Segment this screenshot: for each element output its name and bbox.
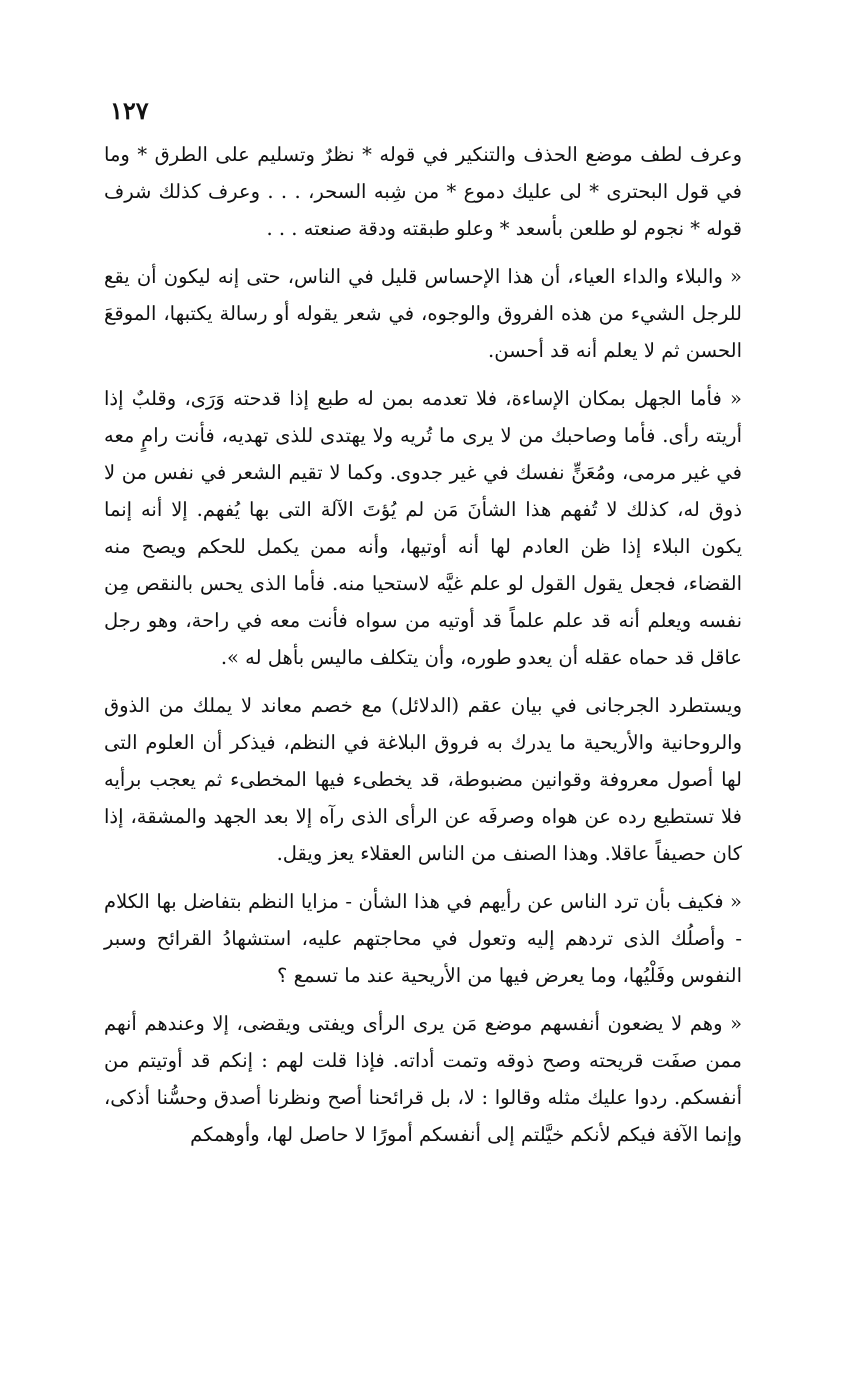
paragraph-6: « وهم لا يضعون أنفسهم موضع مَن يرى الرأى ويفتى ويقضى، إلا وعندهم أنهم ممن صفَت قريحته وصح ذوقه وتمت أداته. فإذا قلت لهم : إنكم قد أوتيتم من أنفسكم. ردوا عليك مثله وقالوا : لا، بل قرائحنا أصح ونظرنا أصدق وحسُّنا أذكى، وإنما الآفة فيكم لأنكم خيَّلتم إلى أنفسكم أمورًا لا حاصل لها، وأوهمكم [104, 1012, 742, 1146]
paragraph-5: « فكيف بأن ترد الناس عن رأيهم في هذا الشأن - مزايا النظم بتفاضل بها الكلام - وأصلُك الذى تردهم إليه وتعول في محاجتهم عليه، استشهادُ القرائح وسبر النفوس وفَلْيُها، وما يعرض فيها من الأريحية عند ما تسمع ؟ [104, 890, 742, 987]
page-number: ١٢٧ [110, 96, 149, 125]
body-text [104, 136, 742, 1153]
paragraph-4: ويستطرد الجرجانى في بيان عقم (الدلائل) مع خصم معاند لا يملك من الذوق والروحانية والأريحية ما يدرك به فروق البلاغة في النظم، فيذكر أن العلوم التى لها أصول معروفة وقوانين مضبوطة، قد يخطىء فيها المخطىء ثم يعجب برأيه فلا تستطيع رده عن هواه وصرفَه عن الرأى الذى رآه إلا بعد الجهد والمشقة، إذا كان حصيفاً عاقلا. وهذا الصنف من الناس العقلاء يعز ويقل. [104, 694, 742, 865]
paragraph-2: « والبلاء والداء العياء، أن هذا الإحساس قليل في الناس، حتى إنه ليكون أن يقع للرجل الشيء من هذه الفروق والوجوه، في شعر يقوله أو رسالة يكتبها، الموقعَ الحسن ثم لا يعلم أنه قد أحسن. [104, 265, 742, 362]
paragraph-1: وعرف لطف موضع الحذف والتنكير في قوله * نظرٌ وتسليم على الطرق * وما في قول البحترى * لى عليك دموع * من شِبه السحر، . . . وعرف كذلك شرف قوله * نجوم لو طلعن بأسعد * وعلو طبقته ودقة صنعته . . . [104, 143, 742, 240]
paragraph-3: « فأما الجهل بمكان الإساءة، فلا تعدمه بمن له طبع إذا قدحته وَرَى، وقلبٌ إذا أريته رأى. فأما وصاحبك من لا يرى ما تُريه ولا يهتدى للذى تهديه، فأنت رامٍ معه في غير مرمى، ومُعَنٍّ نفسك في غير جدوى. وكما لا تقيم الشعر في نفس من لا ذوق له، كذلك لا تُفهم هذا الشأنَ مَن لم يُؤتَ الآلة التى بها يُفهم. إلا أنه إنما يكون البلاء إذا ظن العادم لها أنه أوتيها، وأنه ممن يكمل للحكم ويصح منه القضاء، فجعل يقول القول لو علم غيَّه لاستحيا منه. فأما الذى يحس بالنقص مِن نفسه ويعلم أنه قد علم علماً قد أوتيه من سواه فأنت معه في راحة، وهو رجل عاقل قد حماه عقله أن يعدو طوره، وأن يتكلف ماليس بأهل له ». [104, 387, 742, 669]
